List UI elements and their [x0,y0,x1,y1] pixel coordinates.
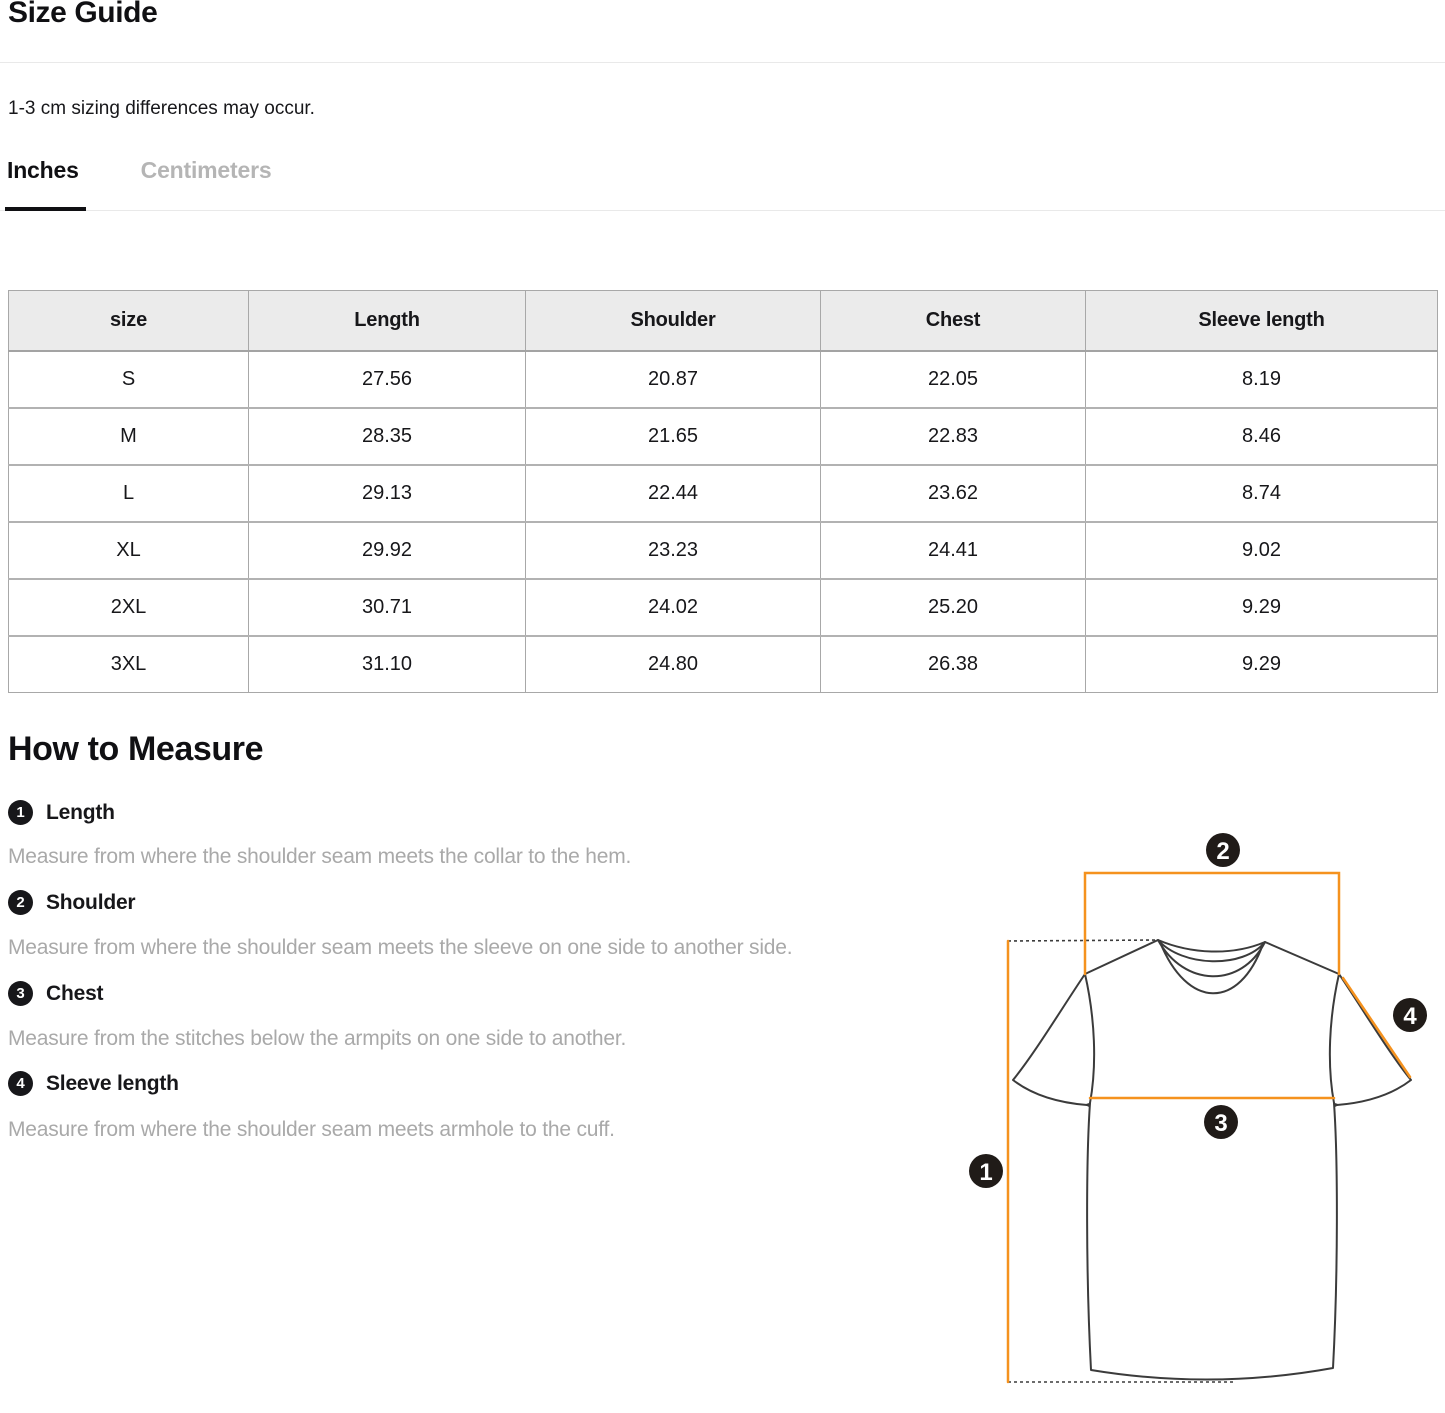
measure-item-description: Measure from where the shoulder seam meets the sleeve on one side to another side. [8,936,793,959]
measure-item-chest [8,981,103,1006]
table-cell: 24.41 [821,522,1086,579]
table-cell: 9.02 [1086,522,1438,579]
how-to-measure-title: How to Measure [8,730,264,768]
table-cell: 30.71 [249,579,526,636]
tab-centimeters[interactable]: Centimeters [140,157,272,183]
table-cell: XL [9,522,249,579]
table-row [9,465,1438,522]
table-row [9,408,1438,465]
table-header-row [9,291,1438,351]
table-cell: 22.83 [821,408,1086,465]
table-cell: 31.10 [249,636,526,693]
table-cell: 8.46 [1086,408,1438,465]
svg-text:2: 2 [1216,838,1230,865]
table-cell: 21.65 [526,408,821,465]
number-4-badge: 4 [8,1071,33,1096]
tshirt-outline [1013,940,1411,1380]
size-table [8,290,1438,693]
measure-item-description: Measure from where the shoulder seam meets the collar to the hem. [8,845,632,868]
table-cell: 24.80 [526,636,821,693]
table-row [9,351,1438,408]
tab-rule [0,210,1445,211]
table-cell: L [9,465,249,522]
table-cell: 29.92 [249,522,526,579]
table-cell: 9.29 [1086,579,1438,636]
column-header-shoulder: Shoulder [526,291,821,351]
measure-item-shoulder [8,890,135,915]
table-cell: 26.38 [821,636,1086,693]
column-header-chest: Chest [821,291,1086,351]
measure-item-label: Sleeve length [46,1071,179,1095]
table-cell: 22.44 [526,465,821,522]
measure-item-length [8,800,115,825]
table-cell: 22.05 [821,351,1086,408]
top-divider [0,62,1445,63]
table-cell: 2XL [9,579,249,636]
number-1-badge: 1 [8,800,33,825]
table-cell: 23.23 [526,522,821,579]
table-row [9,522,1438,579]
table-cell: 23.62 [821,465,1086,522]
measure-item-label: Chest [46,981,104,1005]
table-cell: 24.02 [526,579,821,636]
number-2-badge: 2 [8,890,33,915]
table-cell: 25.20 [821,579,1086,636]
table-row [9,579,1438,636]
measure-item-label: Shoulder [46,890,136,914]
measure-item-sleeve-length [8,1071,179,1096]
table-cell: 29.13 [249,465,526,522]
table-cell: 8.19 [1086,351,1438,408]
sizing-note: 1-3 cm sizing differences may occur. [8,98,315,119]
table-cell: M [9,408,249,465]
tab-inches[interactable]: Inches [7,157,79,183]
active-tab-underline [5,207,86,211]
column-header-size: size [9,291,249,351]
table-cell: 3XL [9,636,249,693]
table-cell: 28.35 [249,408,526,465]
measure-item-description: Measure from where the shoulder seam meets armhole to the cuff. [8,1118,615,1141]
measure-item-label: Length [46,800,115,824]
page-title: Size Guide [8,0,158,29]
column-header-sleeve-length: Sleeve length [1086,291,1438,351]
svg-text:1: 1 [979,1159,993,1186]
table-cell: 27.56 [249,351,526,408]
table-cell: 8.74 [1086,465,1438,522]
tshirt-measurement-diagram [950,820,1445,1413]
svg-text:3: 3 [1214,1110,1228,1137]
table-cell: 20.87 [526,351,821,408]
unit-tabs [7,157,271,184]
svg-text:4: 4 [1403,1003,1417,1030]
table-cell: 9.29 [1086,636,1438,693]
table-cell: S [9,351,249,408]
column-header-length: Length [249,291,526,351]
measure-item-description: Measure from the stitches below the armpits on one side to another. [8,1027,627,1050]
number-3-badge: 3 [8,981,33,1006]
table-row [9,636,1438,693]
